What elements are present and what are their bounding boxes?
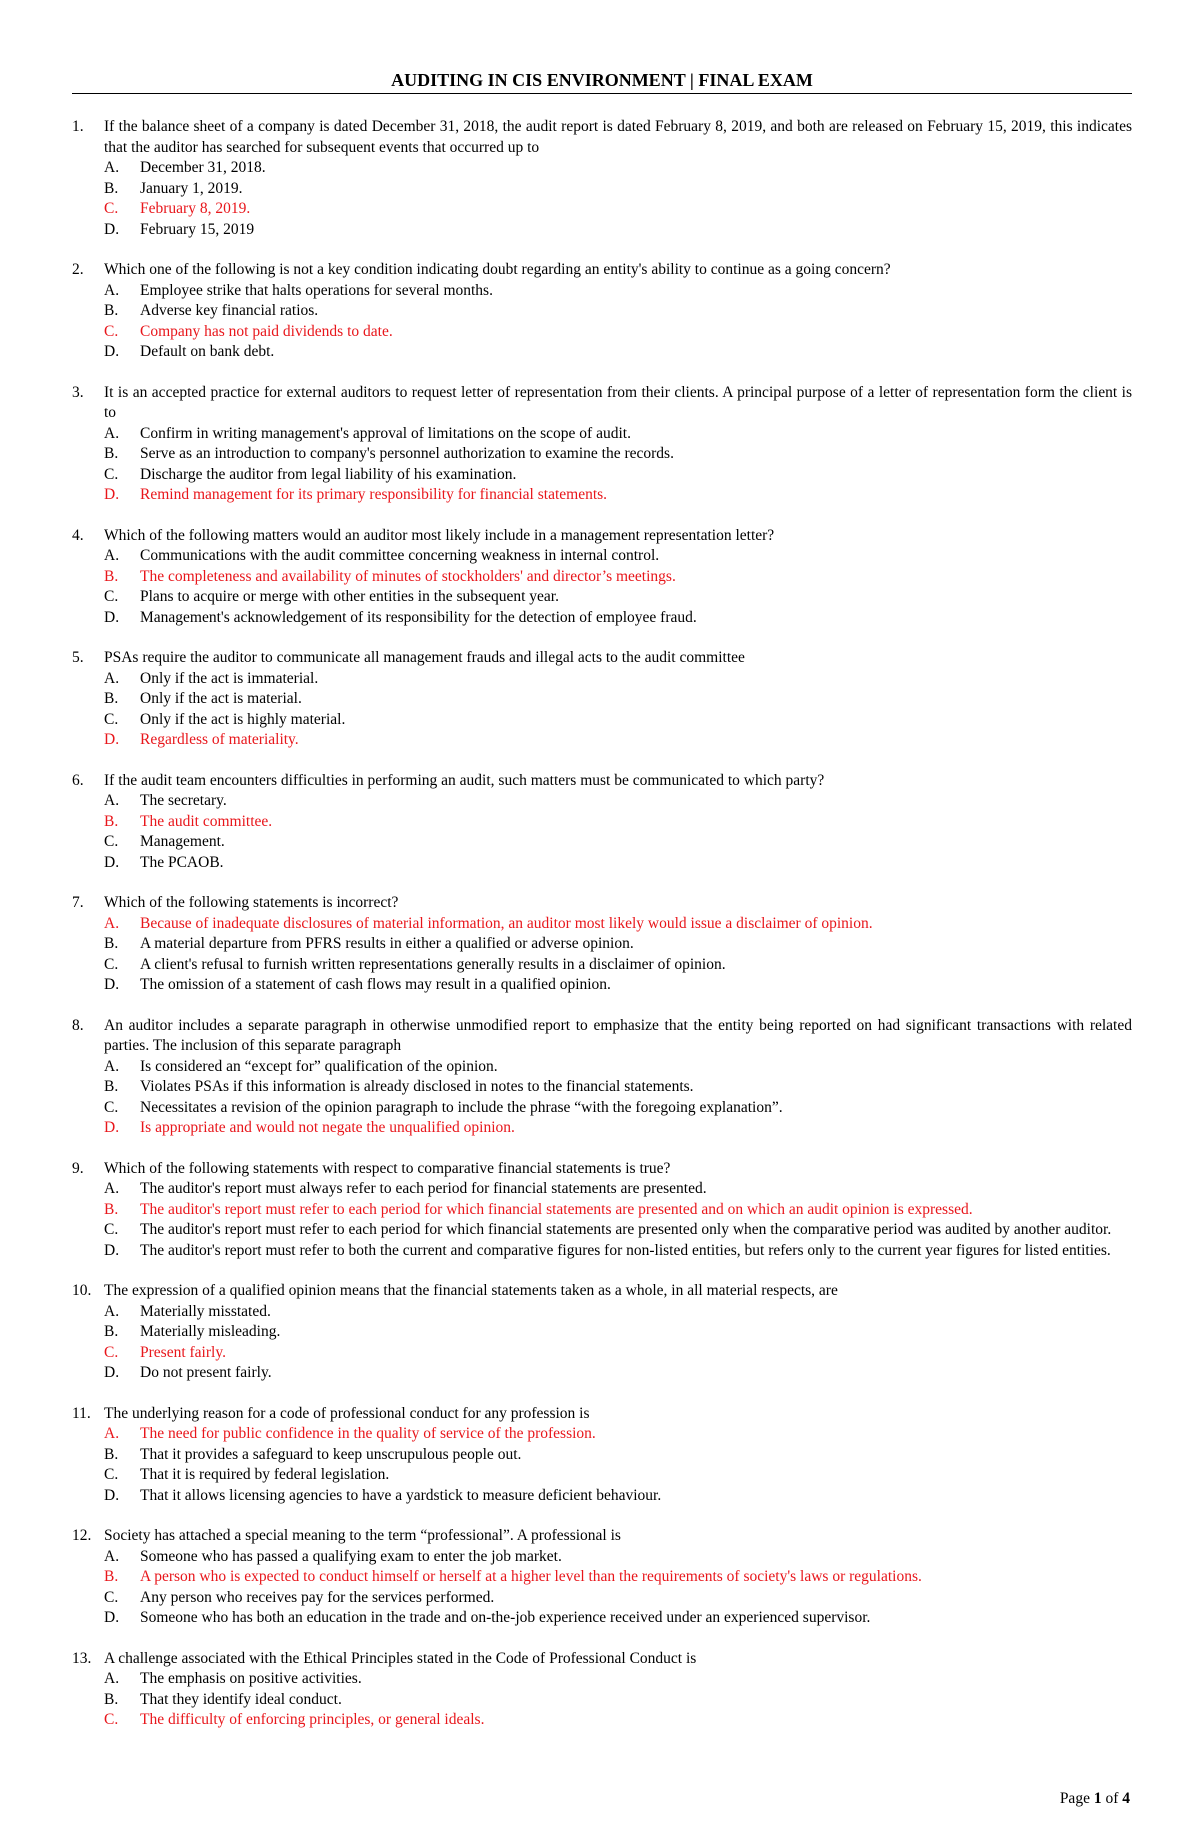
option-text: Only if the act is immaterial. (140, 669, 319, 687)
option-text: Company has not paid dividends to date. (140, 322, 393, 340)
option-text: February 8, 2019. (140, 200, 251, 217)
question-item (72, 1016, 1132, 1139)
option-text: January 1, 2019. (140, 179, 243, 197)
option-letter: B. (104, 567, 119, 585)
question-number: 5. (72, 649, 84, 666)
option-letter: A. (104, 159, 120, 176)
question-stem (72, 260, 1132, 281)
option-text: Is appropriate and would not negate the unqualified opinion. (140, 1119, 515, 1136)
question-stem (72, 1159, 1132, 1180)
option-text: A client's refusal to furnish written representations generally results in a disclaimer of opinion. (140, 955, 726, 973)
option-letter: A. (104, 1057, 120, 1075)
option-letter: B. (104, 302, 119, 319)
option-letter: B. (104, 690, 119, 707)
option-text: Present fairly. (140, 1343, 226, 1361)
option-text: Someone who has passed a qualifying exam to enter the job market. (140, 1547, 562, 1565)
answer-option-correct (104, 1424, 1132, 1445)
option-text: The auditor's report must refer to each period for which financial statements are presented only when the comparative period was audited by another auditor. (140, 1221, 1112, 1238)
question-item (72, 1404, 1132, 1507)
question-number: 13. (72, 1649, 92, 1667)
question-text: If the audit team encounters difficulties in performing an audit, such matters must be communicated to which party? (104, 771, 825, 789)
question-text: PSAs require the auditor to communicate all management frauds and illegal acts to the audit committee (104, 649, 745, 666)
question-stem (72, 771, 1132, 792)
option-letter: B. (104, 1200, 119, 1218)
answer-option (104, 1241, 1132, 1262)
question-number: 3. (72, 383, 84, 401)
question-stem (72, 893, 1132, 914)
answer-option-correct (104, 567, 1132, 588)
answer-option-correct (104, 1343, 1132, 1364)
question-item (72, 771, 1132, 874)
option-text: Discharge the auditor from legal liability of his examination. (140, 465, 517, 483)
answer-option (104, 832, 1132, 853)
question-number: 4. (72, 526, 84, 544)
option-text: Regardless of materiality. (140, 731, 299, 748)
page-of: of (1105, 1790, 1119, 1807)
question-text: An auditor includes a separate paragraph in otherwise unmodified report to emphasize that the entity being reported on had significant transactions with related parties. The inclusion of this separate paragraph (104, 1016, 1132, 1054)
option-text: Only if the act is highly material. (140, 710, 346, 728)
question-stem (72, 1526, 1132, 1547)
answer-option-correct (104, 1567, 1132, 1588)
answer-option (104, 1588, 1132, 1609)
option-letter: D. (104, 1486, 120, 1504)
option-letter: C. (104, 1221, 119, 1238)
answer-option (104, 1547, 1132, 1568)
option-letter: B. (104, 1445, 119, 1463)
option-text: A person who is expected to conduct himself or herself at a higher level than the requirements of society's laws or regulations. (140, 1568, 922, 1585)
answer-option-correct (104, 322, 1132, 343)
answer-option (104, 1363, 1132, 1384)
question-number: 10. (72, 1282, 92, 1299)
option-text: That it provides a safeguard to keep unscrupulous people out. (140, 1445, 522, 1463)
option-text: Materially misstated. (140, 1302, 271, 1320)
question-item (72, 1526, 1132, 1629)
option-letter: B. (104, 445, 119, 462)
question-number: 11. (72, 1404, 91, 1422)
page-current: 1 (1093, 1790, 1102, 1807)
option-text: The auditor's report must always refer to each period for financial statements are presented. (140, 1180, 707, 1197)
question-item (72, 1159, 1132, 1262)
answer-option (104, 1690, 1132, 1711)
answer-option (104, 1465, 1132, 1486)
option-letter: C. (104, 1588, 119, 1606)
option-text: Because of inadequate disclosures of material information, an auditor most likely would issue a disclaimer of opinion. (140, 914, 873, 932)
option-letter: A. (104, 1670, 120, 1687)
answer-option-correct (104, 730, 1132, 751)
option-letter: C. (104, 833, 119, 850)
answer-option (104, 689, 1132, 710)
question-text: Which one of the following is not a key condition indicating doubt regarding an entity's ability to continue as a going concern? (104, 261, 891, 278)
answer-option (104, 158, 1132, 179)
option-letter: D. (104, 976, 120, 993)
question-stem (72, 526, 1132, 547)
option-text: Is considered an “except for” qualification of the opinion. (140, 1057, 498, 1075)
question-item (72, 117, 1132, 240)
answer-option (104, 342, 1132, 363)
answer-option (104, 301, 1132, 322)
question-number: 6. (72, 771, 84, 789)
answer-option (104, 1179, 1132, 1200)
option-text: The difficulty of enforcing principles, or general ideals. (140, 1711, 485, 1728)
option-letter: A. (104, 1180, 120, 1197)
page-label: Page (1059, 1790, 1090, 1807)
option-letter: B. (104, 1078, 119, 1095)
option-letter: B. (104, 935, 119, 952)
option-letter: D. (104, 853, 120, 871)
option-letter: A. (104, 792, 120, 809)
option-letter: A. (104, 424, 120, 442)
option-letter: D. (104, 220, 120, 238)
question-stem (72, 383, 1132, 424)
question-item (72, 526, 1132, 629)
answer-option (104, 424, 1132, 445)
answer-option (104, 975, 1132, 996)
answer-option (104, 1322, 1132, 1343)
option-text: The omission of a statement of cash flows may result in a qualified opinion. (140, 976, 611, 993)
option-letter: A. (104, 1547, 120, 1565)
option-text: Default on bank debt. (140, 343, 275, 360)
option-letter: C. (104, 200, 119, 217)
answer-option-correct (104, 812, 1132, 833)
option-text: Serve as an introduction to company's personnel authorization to examine the records. (140, 445, 674, 462)
answer-option (104, 608, 1132, 629)
answer-option (104, 1486, 1132, 1507)
option-letter: D. (104, 343, 120, 360)
option-letter: C. (104, 1098, 119, 1116)
question-item (72, 1649, 1132, 1731)
option-letter: C. (104, 322, 119, 340)
answer-option (104, 1669, 1132, 1690)
question-stem (72, 1281, 1132, 1302)
option-text: The completeness and availability of minutes of stockholders' and director’s meetings. (140, 567, 676, 585)
question-stem (72, 1404, 1132, 1425)
answer-option (104, 1057, 1132, 1078)
option-letter: B. (104, 179, 119, 197)
question-item (72, 383, 1132, 506)
answer-option (104, 1098, 1132, 1119)
option-text: Plans to acquire or merge with other entities in the subsequent year. (140, 588, 559, 605)
question-text: The underlying reason for a code of professional conduct for any profession is (104, 1404, 590, 1422)
answer-option (104, 1608, 1132, 1629)
page-number (1060, 1790, 1130, 1808)
option-letter: D. (104, 731, 120, 748)
answer-option-correct (104, 1710, 1132, 1731)
question-item (72, 648, 1132, 751)
option-text: The audit committee. (140, 812, 273, 830)
option-text: A material departure from PFRS results in either a qualified or adverse opinion. (140, 935, 634, 952)
answer-option (104, 934, 1132, 955)
option-letter: C. (104, 955, 119, 973)
question-number: 9. (72, 1159, 84, 1177)
option-letter: A. (104, 547, 120, 564)
option-letter: C. (104, 465, 119, 483)
question-text: Which of the following statements with respect to comparative financial statements is true? (104, 1159, 671, 1177)
option-text: The need for public confidence in the quality of service of the profession. (140, 1425, 596, 1442)
option-letter: C. (104, 710, 119, 728)
option-text: Necessitates a revision of the opinion paragraph to include the phrase “with the foregoing explanation”. (140, 1098, 783, 1116)
option-letter: B. (104, 1690, 119, 1708)
question-number: 7. (72, 894, 84, 911)
option-text: That it allows licensing agencies to have a yardstick to measure deficient behaviour. (140, 1486, 662, 1504)
option-text: February 15, 2019 (140, 220, 255, 238)
answer-option (104, 546, 1132, 567)
question-item (72, 260, 1132, 363)
option-text: Management. (140, 833, 225, 850)
answer-option-correct (104, 199, 1132, 220)
answer-option (104, 281, 1132, 302)
answer-option (104, 955, 1132, 976)
answer-option (104, 669, 1132, 690)
option-text: Do not present fairly. (140, 1364, 272, 1381)
option-letter: A. (104, 669, 120, 687)
option-letter: C. (104, 588, 119, 605)
answer-option (104, 1445, 1132, 1466)
answer-option-correct (104, 1200, 1132, 1221)
question-item (72, 1281, 1132, 1384)
option-text: The auditor's report must refer to both the current and comparative figures for non-listed entities, but refers only to the current year figures for listed entities. (140, 1241, 1111, 1259)
option-text: The auditor's report must refer to each period for which financial statements are presented and on which an audit opinion is expressed. (140, 1200, 973, 1218)
question-number: 2. (72, 261, 84, 278)
question-item (72, 893, 1132, 996)
option-letter: D. (104, 1241, 120, 1259)
answer-option (104, 1077, 1132, 1098)
option-text: That it is required by federal legislation. (140, 1466, 390, 1483)
answer-option (104, 1302, 1132, 1323)
option-letter: B. (104, 1568, 119, 1585)
question-text: If the balance sheet of a company is dated December 31, 2018, the audit report is dated February 8, 2019, and both are released on February 15, 2019, this indicates that the auditor has searched for subsequent events that occurred up to (104, 118, 1132, 156)
question-stem (72, 648, 1132, 669)
page-total: 4 (1122, 1790, 1130, 1807)
option-letter: A. (104, 914, 120, 932)
option-text: December 31, 2018. (140, 159, 266, 176)
option-text: Any person who receives pay for the services performed. (140, 1588, 495, 1606)
answer-option (104, 853, 1132, 874)
answer-option (104, 587, 1132, 608)
question-text: It is an accepted practice for external auditors to request letter of representation from their clients. A principal purpose of a letter of representation form the client is to (104, 383, 1132, 421)
option-letter: D. (104, 1364, 120, 1381)
option-text: Violates PSAs if this information is already disclosed in notes to the financial statements. (140, 1078, 694, 1095)
question-stem (72, 1016, 1132, 1057)
option-text: Adverse key financial ratios. (140, 302, 319, 319)
answer-option (104, 465, 1132, 486)
answer-option (104, 179, 1132, 200)
option-letter: C. (104, 1343, 119, 1361)
answer-option-correct (104, 485, 1132, 506)
option-letter: D. (104, 486, 120, 503)
question-number: 12. (72, 1527, 92, 1544)
option-text: Employee strike that halts operations for several months. (140, 281, 493, 299)
answer-option-correct (104, 1118, 1132, 1139)
option-text: The PCAOB. (140, 853, 224, 871)
page-title: AUDITING IN CIS ENVIRONMENT | FINAL EXAM (72, 70, 1132, 94)
option-letter: D. (104, 1119, 120, 1136)
option-text: Management's acknowledgement of its responsibility for the detection of employee fraud. (140, 608, 697, 626)
option-text: Remind management for its primary responsibility for financial statements. (140, 486, 608, 503)
option-letter: A. (104, 1425, 120, 1442)
answer-option (104, 791, 1132, 812)
option-letter: C. (104, 1711, 119, 1728)
question-stem (72, 117, 1132, 158)
option-text: Communications with the audit committee concerning weakness in internal control. (140, 547, 660, 564)
option-text: Only if the act is material. (140, 690, 302, 707)
option-letter: A. (104, 281, 120, 299)
option-letter: B. (104, 1323, 119, 1340)
option-text: Materially misleading. (140, 1323, 281, 1340)
question-text: A challenge associated with the Ethical Principles stated in the Code of Professional Conduct is (104, 1649, 697, 1667)
answer-option (104, 220, 1132, 241)
question-number: 1. (72, 118, 84, 135)
option-text: The emphasis on positive activities. (140, 1670, 362, 1687)
option-text: The secretary. (140, 792, 227, 809)
answer-option (104, 710, 1132, 731)
option-text: Confirm in writing management's approval of limitations on the scope of audit. (140, 424, 631, 442)
option-letter: D. (104, 1609, 120, 1626)
option-letter: C. (104, 1466, 119, 1483)
question-text: Which of the following matters would an auditor most likely include in a management representation letter? (104, 526, 775, 544)
question-number: 8. (72, 1016, 84, 1034)
option-letter: B. (104, 812, 119, 830)
question-list (72, 117, 1132, 1751)
option-letter: D. (104, 608, 120, 626)
option-text: Someone who has both an education in the trade and on-the-job experience received under an experienced supervisor. (140, 1609, 871, 1626)
answer-option (104, 444, 1132, 465)
answer-option-correct (104, 914, 1132, 935)
question-text: The expression of a qualified opinion means that the financial statements taken as a whole, in all material respects, are (104, 1282, 838, 1299)
question-text: Which of the following statements is incorrect? (104, 894, 399, 911)
answer-option (104, 1220, 1132, 1241)
option-text: That they identify ideal conduct. (140, 1690, 342, 1708)
question-text: Society has attached a special meaning to the term “professional”. A professional is (104, 1527, 621, 1544)
question-stem (72, 1649, 1132, 1670)
option-letter: A. (104, 1302, 120, 1320)
